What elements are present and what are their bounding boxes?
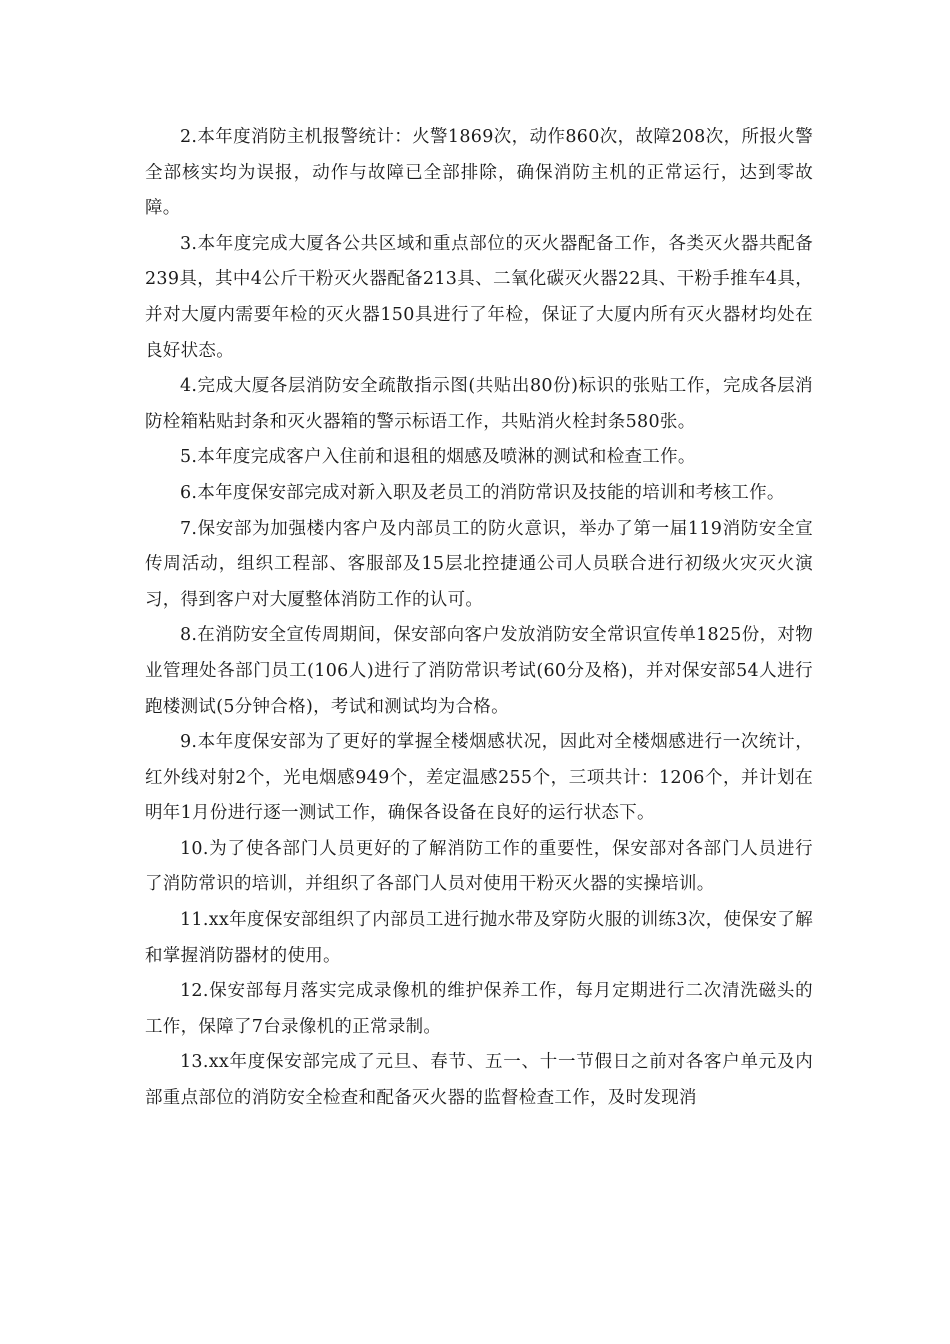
paragraph-item-7: 7.保安部为加强楼内客户及内部员工的防火意识，举办了第一届119消防安全宣传周活动，组织工程部、客服部及15层北控捷通公司人员联合进行初级火灾灭火演习，得到客户对大厦整体消防工作的认可。 — [145, 518, 813, 610]
paragraph-item-9: 9.本年度保安部为了更好的掌握全楼烟感状况，因此对全楼烟感进行一次统计，红外线对射2个，光电烟感949个，差定温感255个，三项共计：1206个，并计划在明年1月份进行逐一测试工作，确保各设备在良好的运行状态下。 — [145, 732, 813, 824]
paragraph-item-3: 3.本年度完成大厦各公共区域和重点部位的灭火器配备工作，各类灭火器共配备239具，其中4公斤干粉灭火器配备213具、二氧化碳灭火器22具、干粉手推车4具，并对大厦内需要年检的灭火器150具进行了年检，保证了大厦内所有灭火器材均处在良好状态。 — [145, 233, 813, 361]
paragraph-item-4: 4.完成大厦各层消防安全疏散指示图(共贴出80份)标识的张贴工作，完成各层消防栓箱粘贴封条和灭火器箱的警示标语工作，共贴消火栓封条580张。 — [145, 376, 813, 432]
paragraph-item-11: 11.xx年度保安部组织了内部员工进行抛水带及穿防火服的训练3次，使保安了解和掌握消防器材的使用。 — [145, 910, 813, 966]
paragraph-item-8: 8.在消防安全宣传周期间，保安部向客户发放消防安全常识宣传单1825份，对物业管理处各部门员工(106人)进行了消防常识考试(60分及格)，并对保安部54人进行跑楼测试(5分钟合格)，考试和测试均为合格。 — [145, 625, 813, 717]
paragraph-item-2: 2.本年度消防主机报警统计：火警1869次，动作860次，故障208次，所报火警全部核实均为误报，动作与故障已全部排除，确保消防主机的正常运行，达到零故障。 — [145, 127, 813, 219]
document-body — [145, 120, 813, 1117]
paragraph-item-10: 10.为了使各部门人员更好的了解消防工作的重要性，保安部对各部门人员进行了消防常识的培训，并组织了各部门人员对使用干粉灭火器的实操培训。 — [145, 838, 813, 895]
paragraph-item-13: 13.xx年度保安部完成了元旦、春节、五一、十一节假日之前对各客户单元及内部重点部位的消防安全检查和配备灭火器的监督检查工作，及时发现消 — [145, 1052, 813, 1109]
paragraph-item-12: 12.保安部每月落实完成录像机的维护保养工作，每月定期进行二次清洗磁头的工作，保障了7台录像机的正常录制。 — [145, 981, 813, 1037]
paragraph-item-5: 5.本年度完成客户入住前和退租的烟感及喷淋的测试和检查工作。 — [180, 447, 696, 468]
paragraph-item-6: 6.本年度保安部完成对新入职及老员工的消防常识及技能的培训和考核工作。 — [180, 482, 785, 503]
